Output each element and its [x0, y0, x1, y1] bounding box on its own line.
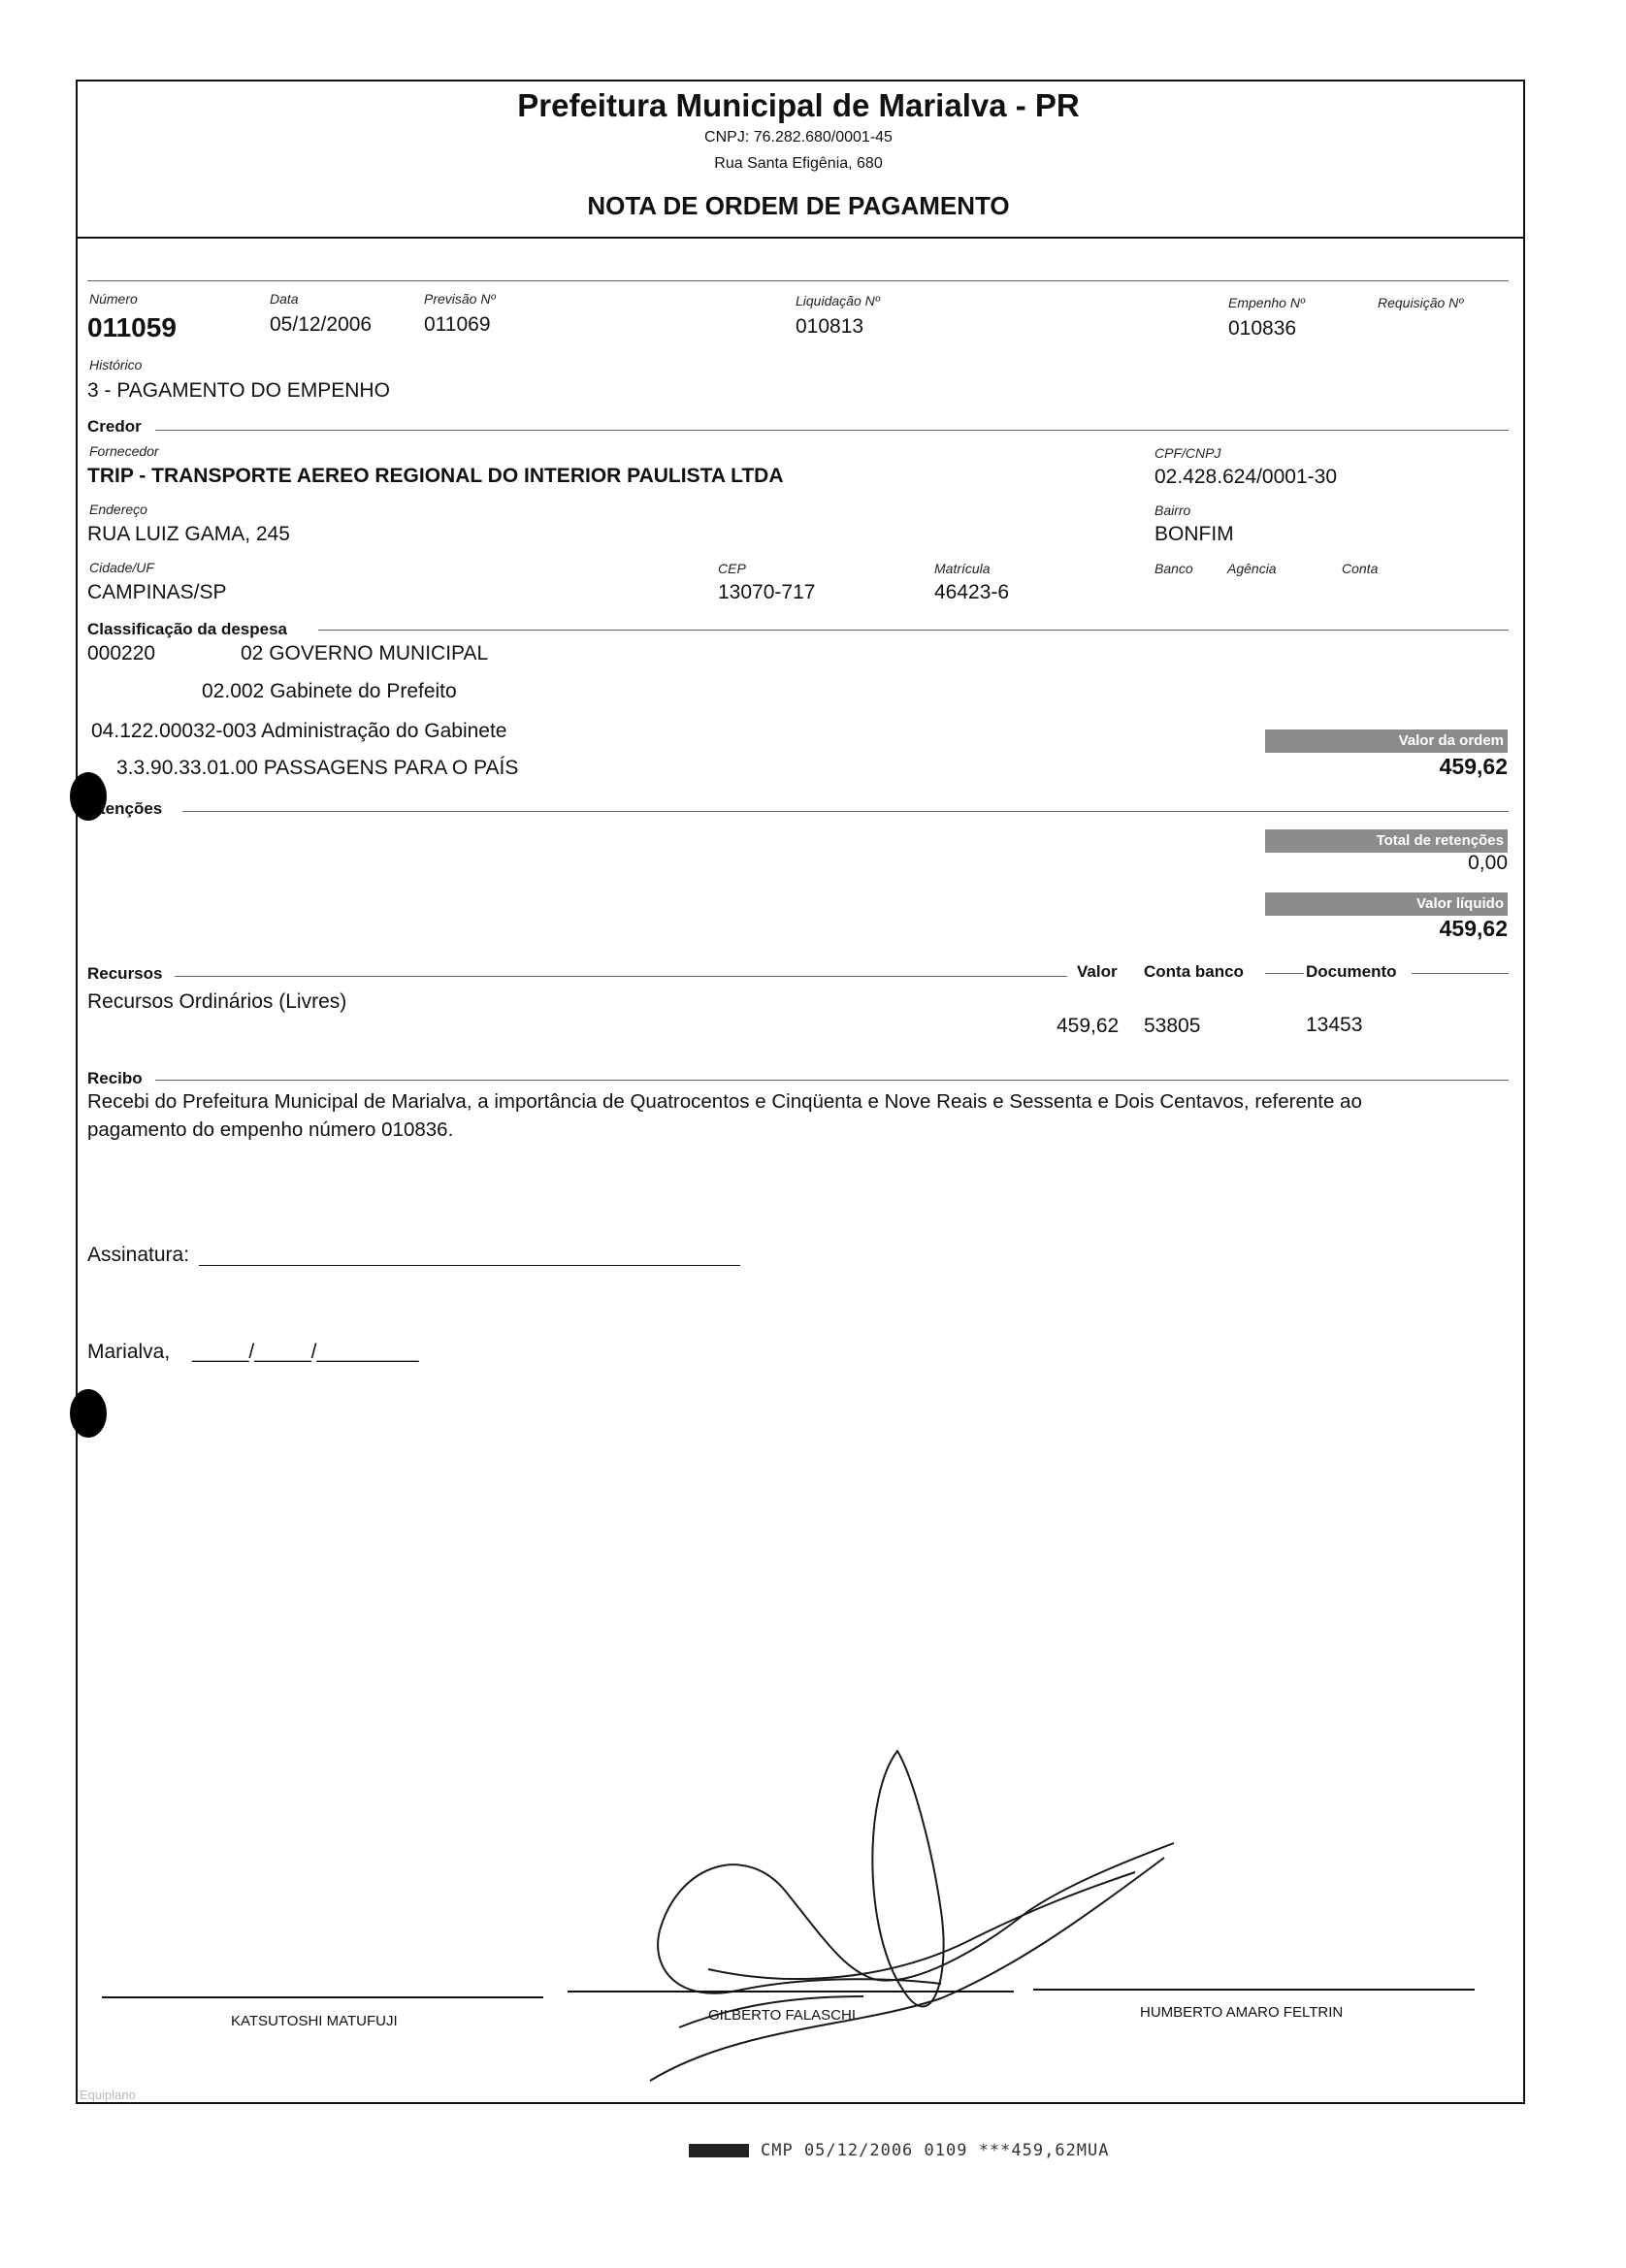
signature-line-3 — [1033, 1989, 1475, 1991]
numero-label: Número — [89, 291, 138, 307]
recursos-valor-label: Valor — [1077, 962, 1118, 981]
valor-liquido-label: Valor líquido — [1415, 895, 1504, 912]
data-label: Data — [270, 291, 299, 307]
recursos-fonte: Recursos Ordinários (Livres) — [87, 990, 347, 1013]
recursos-rule — [175, 976, 1067, 977]
signature-line-1 — [102, 1996, 543, 1998]
classificacao-elemento: 3.3.90.33.01.00 PASSAGENS PARA O PAÍS — [116, 757, 519, 779]
retencoes-rule — [182, 811, 1509, 812]
classificacao-funcional: 04.122.00032-003 Administração do Gabinete — [91, 720, 507, 742]
id-top-rule — [87, 280, 1509, 281]
requisicao-label: Requisição Nº — [1378, 295, 1464, 310]
endereco-value: RUA LUIZ GAMA, 245 — [87, 523, 290, 545]
assinatura-label: Assinatura: — [87, 1244, 190, 1266]
valor-ordem-box — [1265, 729, 1508, 753]
fornecedor-label: Fornecedor — [89, 443, 159, 459]
cep-value: 13070-717 — [718, 581, 816, 603]
total-retencoes-label: Total de retenções — [1376, 832, 1504, 849]
handwritten-signature — [621, 1736, 1193, 2124]
recibo-section: Recibo — [87, 1069, 143, 1087]
cidade-value: CAMPINAS/SP — [87, 581, 227, 603]
recursos-documento-label: Documento — [1306, 962, 1397, 981]
bank-authentication-stamp — [689, 2141, 1110, 2160]
recibo-text-line2: pagamento do empenho número 010836. — [87, 1118, 454, 1141]
previsao-value: 011069 — [424, 313, 491, 336]
punch-hole-bottom — [70, 1389, 107, 1438]
historico-value: 3 - PAGAMENTO DO EMPENHO — [87, 379, 390, 402]
recursos-section: Recursos — [87, 964, 163, 983]
bairro-value: BONFIM — [1154, 523, 1234, 545]
assinatura-line — [199, 1265, 740, 1266]
recibo-rule — [155, 1080, 1509, 1081]
valor-liquido-value: 459,62 — [1439, 916, 1508, 941]
classificacao-rule — [318, 630, 1509, 631]
cpf-value: 02.428.624/0001-30 — [1154, 466, 1338, 488]
empenho-value: 010836 — [1228, 317, 1297, 340]
bank-logo-icon — [689, 2144, 749, 2157]
previsao-label: Previsão Nº — [424, 291, 496, 307]
page-title: Prefeitura Municipal de Marialva - PR — [517, 87, 1080, 123]
agencia-label: Agência — [1227, 561, 1277, 576]
signatory-1: KATSUTOSHI MATUFUJI — [231, 2013, 398, 2029]
local-data-label: Marialva, — [87, 1341, 171, 1363]
address-line: Rua Santa Efigênia, 680 — [714, 155, 883, 172]
classificacao-code: 000220 — [87, 642, 156, 664]
cpf-label: CPF/CNPJ — [1154, 445, 1221, 461]
matricula-label: Matrícula — [934, 561, 991, 576]
conta-label: Conta — [1342, 561, 1379, 576]
matricula-value: 46423-6 — [934, 581, 1010, 603]
header-divider — [76, 237, 1523, 239]
bairro-label: Bairro — [1154, 502, 1191, 518]
recursos-documento: 13453 — [1306, 1014, 1363, 1036]
endereco-label: Endereço — [89, 502, 147, 517]
document-title: NOTA DE ORDEM DE PAGAMENTO — [587, 191, 1010, 220]
fornecedor-value: TRIP - TRANSPORTE AEREO REGIONAL DO INTERIOR PAULISTA LTDA — [87, 465, 784, 487]
classificacao-unidade: 02.002 Gabinete do Prefeito — [202, 680, 457, 702]
valor-ordem-value: 459,62 — [1439, 754, 1508, 779]
banco-label: Banco — [1154, 561, 1193, 576]
cidade-label: Cidade/UF — [89, 560, 154, 575]
valor-liquido-box — [1265, 892, 1508, 916]
total-retencoes-box — [1265, 829, 1508, 853]
numero-value: 011059 — [87, 312, 177, 342]
liquidacao-value: 010813 — [796, 315, 864, 338]
signatory-2: GILBERTO FALASCHI — [708, 2007, 856, 2024]
recursos-conta: 53805 — [1144, 1015, 1201, 1037]
data-value: 05/12/2006 — [270, 313, 373, 336]
stamp-text: CMP 05/12/2006 0109 ***459,62MUA — [761, 2141, 1110, 2160]
liquidacao-label: Liquidação Nº — [796, 293, 880, 308]
cnpj-line: CNPJ: 76.282.680/0001-45 — [704, 129, 893, 146]
date-blank: _____/_____/_________ — [192, 1341, 419, 1363]
classificacao-orgao: 02 GOVERNO MUNICIPAL — [241, 642, 489, 664]
signature-line-2 — [568, 1991, 1014, 1993]
credor-rule — [155, 430, 1509, 431]
valor-ordem-label: Valor da ordem — [1398, 732, 1504, 749]
recursos-rule-end — [1412, 973, 1509, 974]
recursos-valor: 459,62 — [1057, 1015, 1120, 1037]
classificacao-section: Classificação da despesa — [87, 620, 288, 638]
cep-label: CEP — [718, 561, 746, 576]
recursos-rule-mid — [1265, 973, 1304, 974]
software-watermark: Equiplano — [80, 2088, 136, 2102]
recibo-text-line1: Recebi do Prefeitura Municipal de Marialva, a importância de Quatrocentos e Cinqüenta e Nove Reais e Sessenta e Dois Centavos, referente ao — [87, 1090, 1362, 1113]
historico-label: Histórico — [89, 357, 143, 373]
credor-section: Credor — [87, 417, 142, 436]
empenho-label: Empenho Nº — [1228, 295, 1306, 310]
total-retencoes-value: 0,00 — [1468, 852, 1508, 874]
recursos-conta-label: Conta banco — [1144, 962, 1244, 981]
signatory-3: HUMBERTO AMARO FELTRIN — [1140, 2004, 1344, 2021]
retencoes-section: tenções — [100, 799, 163, 818]
